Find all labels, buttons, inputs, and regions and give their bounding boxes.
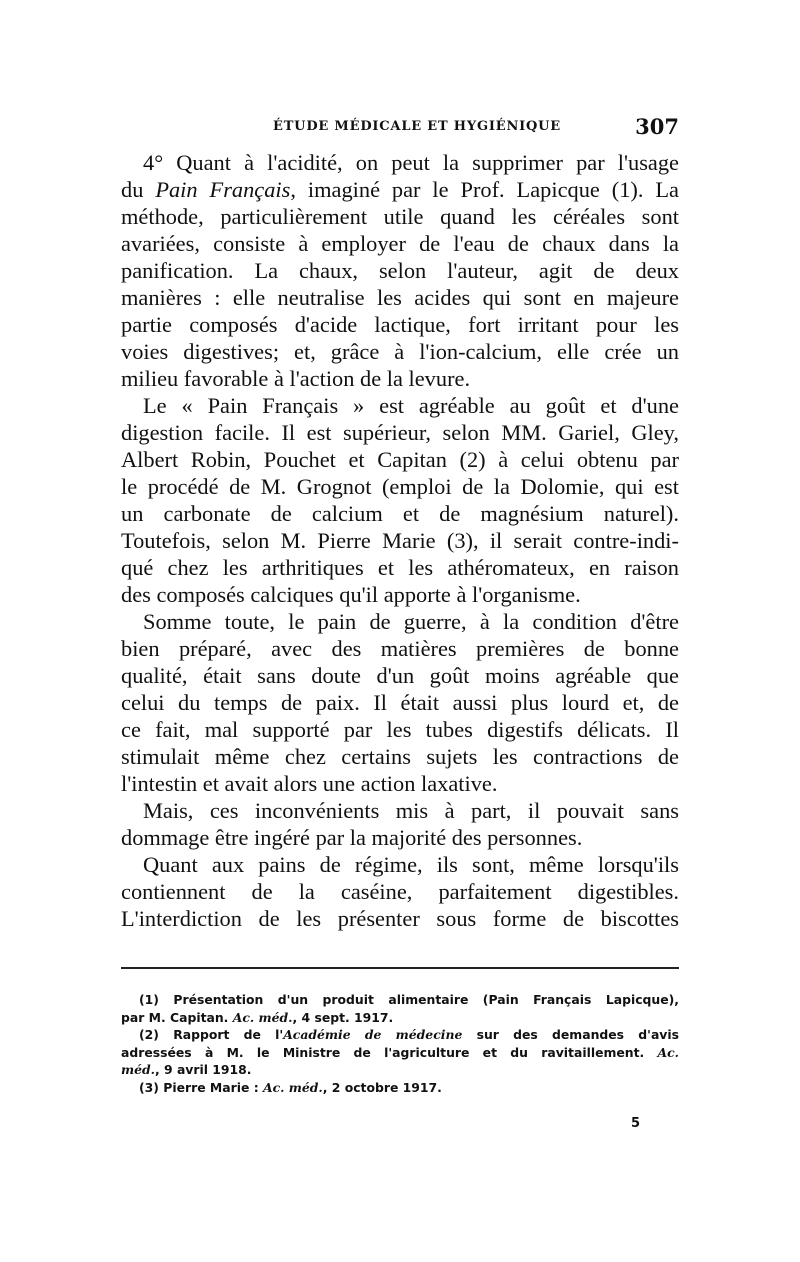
paragraph-line: Le « Pain Français » est agréable au goût et d'une bbox=[143, 393, 679, 418]
paragraph-line: stimulait même chez certains sujets les contractions de bbox=[121, 744, 679, 769]
footnote-line: méd., 9 avril 1918. bbox=[121, 1062, 252, 1077]
paragraph-line: 4° Quant à l'acidité, on peut la supprimer par l'usage bbox=[143, 150, 679, 175]
paragraph-line: qué chez les arthritiques et les athéromateux, en raison bbox=[121, 555, 679, 580]
paragraph-line: dommage être ingéré par la majorité des personnes. bbox=[121, 825, 583, 850]
paragraph-line: qualité, était sans doute d'un goût moins agréable que bbox=[121, 663, 679, 688]
paragraph-line: celui du temps de paix. Il était aussi plus lourd et, de bbox=[121, 690, 679, 715]
footnote-line: adressées à M. le Ministre de l'agriculture et du ravitaillement. Ac. bbox=[121, 1044, 679, 1060]
paragraph-line: panification. La chaux, selon l'auteur, agit de deux bbox=[121, 258, 679, 283]
paragraph-line: digestion facile. Il est supérieur, selon MM. Gariel, Gley, bbox=[121, 420, 679, 445]
paragraph-line: milieu favorable à l'action de la levure. bbox=[121, 366, 471, 391]
running-head bbox=[121, 114, 679, 141]
running-title: ÉTUDE MÉDICALE ET HYGIÉNIQUE bbox=[273, 119, 561, 134]
footnotes bbox=[121, 991, 679, 1096]
paragraph-line: avariées, consiste à employer de l'eau de chaux dans la bbox=[121, 231, 679, 256]
footnote-line: par M. Capitan. Ac. méd., 4 sept. 1917. bbox=[121, 1009, 394, 1025]
paragraph-line: L'interdiction de les présenter sous forme de biscottes bbox=[121, 906, 679, 931]
footnote-rule bbox=[121, 967, 679, 969]
paragraph-line: méthode, particulièrement utile quand les céréales sont bbox=[121, 204, 679, 229]
page-number: 307 bbox=[635, 114, 679, 139]
paragraph-line: bien préparé, avec des matières premières de bonne bbox=[121, 636, 679, 661]
footnote-line: (3) Pierre Marie : Ac. méd., 2 octobre 1917. bbox=[139, 1079, 442, 1095]
body-text bbox=[121, 149, 679, 932]
paragraph-line: voies digestives; et, grâce à l'ion-calcium, elle crée un bbox=[121, 339, 679, 364]
paragraph-line: ce fait, mal supporté par les tubes digestifs délicats. Il bbox=[121, 717, 679, 742]
paragraph-line: Quant aux pains de régime, ils sont, même lorsqu'ils bbox=[143, 852, 679, 877]
paragraph-line: Mais, ces inconvénients mis à part, il pouvait sans bbox=[143, 798, 679, 823]
paragraph-line: du Pain Français, imaginé par le Prof. Lapicque (1). La bbox=[121, 177, 679, 202]
paragraph-line: un carbonate de calcium et de magnésium naturel). bbox=[121, 501, 679, 526]
paragraph-line: contiennent de la caséine, parfaitement digestibles. bbox=[121, 879, 679, 904]
footnote-line: (1) Présentation d'un produit alimentaire (Pain Français Lapicque), bbox=[139, 992, 679, 1007]
paragraph-line: Somme toute, le pain de guerre, à la condition d'être bbox=[143, 609, 679, 634]
signature-mark: 5 bbox=[631, 1116, 641, 1131]
footnote-line: (2) Rapport de l'Académie de médecine sur des demandes d'avis bbox=[139, 1027, 680, 1042]
paragraph-line: Albert Robin, Pouchet et Capitan (2) à celui obtenu par bbox=[121, 447, 679, 472]
paragraph-line: des composés calciques qu'il apporte à l'organisme. bbox=[121, 582, 581, 607]
paragraph-line: partie composés d'acide lactique, fort irritant pour les bbox=[121, 312, 679, 337]
paragraph-line: le procédé de M. Grognot (emploi de la Dolomie, qui est bbox=[121, 474, 679, 499]
paragraph-line: l'intestin et avait alors une action laxative. bbox=[121, 771, 498, 796]
paragraph-line: Toutefois, selon M. Pierre Marie (3), il serait contre-indi- bbox=[121, 528, 679, 553]
paragraph-line: manières : elle neutralise les acides qui sont en majeure bbox=[121, 285, 679, 310]
